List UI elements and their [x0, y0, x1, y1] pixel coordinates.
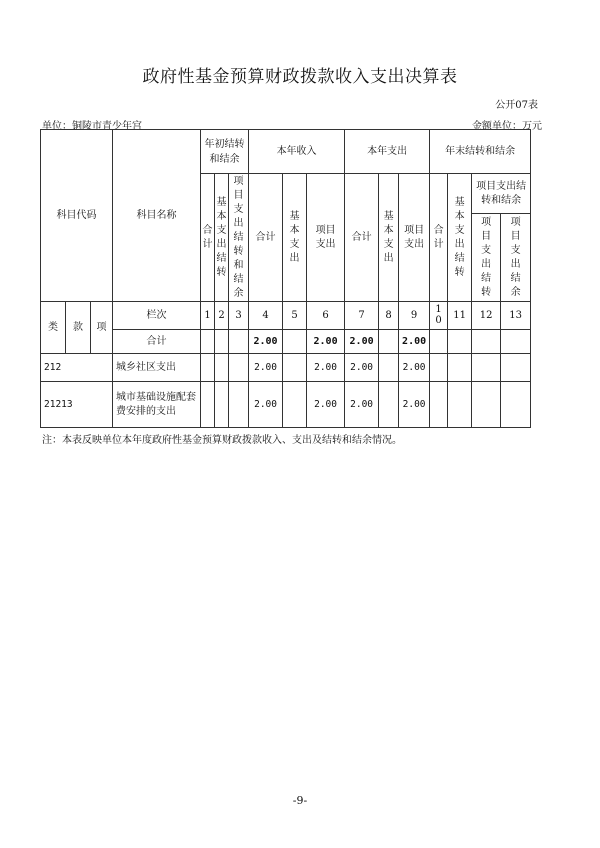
- header-income: 本年收入: [249, 130, 345, 174]
- header-begin-total: 合计: [201, 174, 215, 302]
- value-cell: [448, 382, 472, 428]
- value-cell: [201, 354, 215, 382]
- header-end-total: 合计: [430, 174, 448, 302]
- value-cell: [229, 382, 249, 428]
- total-cell: 2.00: [345, 330, 379, 354]
- value-cell: [283, 382, 307, 428]
- header-expense-basic: 基本支出: [379, 174, 399, 302]
- header-income-project: 项目支出: [307, 174, 345, 302]
- header-end-balance: 年末结转和结余: [430, 130, 531, 174]
- col-num: 13: [501, 302, 531, 330]
- value-cell: [201, 382, 215, 428]
- value-cell: [472, 354, 501, 382]
- total-cell: [379, 330, 399, 354]
- col-num: 7: [345, 302, 379, 330]
- total-cell: 2.00: [249, 330, 283, 354]
- value-cell: [379, 382, 399, 428]
- header-income-basic: 基本支出: [283, 174, 307, 302]
- col-num: 3: [229, 302, 249, 330]
- header-expense: 本年支出: [345, 130, 430, 174]
- form-number: 公开07表: [495, 100, 538, 111]
- header-begin-basic-carry: 基本支出结转: [215, 174, 229, 302]
- col-num: 1: [201, 302, 215, 330]
- header-subject-name: 科目名称: [113, 130, 201, 302]
- col-num: 4: [249, 302, 283, 330]
- value-cell: [215, 382, 229, 428]
- total-label: 合计: [113, 330, 201, 354]
- total-cell: [215, 330, 229, 354]
- total-cell: [448, 330, 472, 354]
- budget-table: [40, 129, 531, 428]
- header-end-project-carry: 项目支出结转: [472, 214, 501, 302]
- header-lei: 类: [41, 302, 66, 354]
- value-cell: [501, 354, 531, 382]
- value-cell: [472, 382, 501, 428]
- table-row: [41, 354, 531, 382]
- page-title: 政府性基金预算财政拨款收入支出决算表: [142, 67, 458, 87]
- header-kuan: 款: [66, 302, 91, 354]
- header-end-basic-carry: 基本支出结转: [448, 174, 472, 302]
- col-num: 8: [379, 302, 399, 330]
- unit-label: 单位：铜陵市青少年宫: [42, 121, 142, 132]
- total-cell: [501, 330, 531, 354]
- table-note: 注：本表反映单位本年度政府性基金预算财政拨款收入、支出及结转和结余情况。: [42, 435, 402, 446]
- total-cell: [472, 330, 501, 354]
- total-cell: [201, 330, 215, 354]
- value-cell: [430, 382, 448, 428]
- total-cell: 2.00: [399, 330, 430, 354]
- header-income-total: 合计: [249, 174, 283, 302]
- col-num: 2: [215, 302, 229, 330]
- total-cell: [430, 330, 448, 354]
- value-cell: [215, 354, 229, 382]
- value-cell: [283, 354, 307, 382]
- value-cell: [501, 382, 531, 428]
- column-index-label: 栏次: [113, 302, 201, 330]
- header-subject-code: 科目代码: [41, 130, 113, 302]
- total-cell: [283, 330, 307, 354]
- header-end-project-carry-balance: 项目支出结转和结余: [472, 174, 531, 214]
- total-row: [41, 330, 531, 354]
- total-cell: 2.00: [307, 330, 345, 354]
- col-num: 6: [307, 302, 345, 330]
- col-num: 10: [430, 302, 448, 330]
- page-number: -9-: [292, 794, 308, 807]
- table-row: [41, 382, 531, 428]
- subject-name: 城乡社区支出: [113, 354, 201, 382]
- subject-name: 城市基础设施配套费安排的支出: [113, 382, 201, 428]
- header-expense-total: 合计: [345, 174, 379, 302]
- amount-unit-label: 金额单位：万元: [472, 121, 542, 132]
- value-cell: [448, 354, 472, 382]
- value-cell: 2.00: [345, 382, 379, 428]
- value-cell: 2.00: [345, 354, 379, 382]
- header-begin-project-carry-balance: 项目支出结转和结余: [229, 174, 249, 302]
- value-cell: [430, 354, 448, 382]
- header-begin-balance: 年初结转和结余: [201, 130, 249, 174]
- header-expense-project: 项目支出: [399, 174, 430, 302]
- col-num: 11: [448, 302, 472, 330]
- value-cell: 2.00: [399, 354, 430, 382]
- value-cell: [229, 354, 249, 382]
- subject-code: 212: [41, 354, 113, 382]
- value-cell: 2.00: [307, 382, 345, 428]
- col-num: 5: [283, 302, 307, 330]
- total-cell: [229, 330, 249, 354]
- col-num: 12: [472, 302, 501, 330]
- header-xiang: 项: [91, 302, 113, 354]
- value-cell: 2.00: [249, 354, 283, 382]
- col-num: 9: [399, 302, 430, 330]
- value-cell: 2.00: [307, 354, 345, 382]
- value-cell: 2.00: [249, 382, 283, 428]
- header-end-project-balance: 项目支出结余: [501, 214, 531, 302]
- subject-code: 21213: [41, 382, 113, 428]
- value-cell: 2.00: [399, 382, 430, 428]
- value-cell: [379, 354, 399, 382]
